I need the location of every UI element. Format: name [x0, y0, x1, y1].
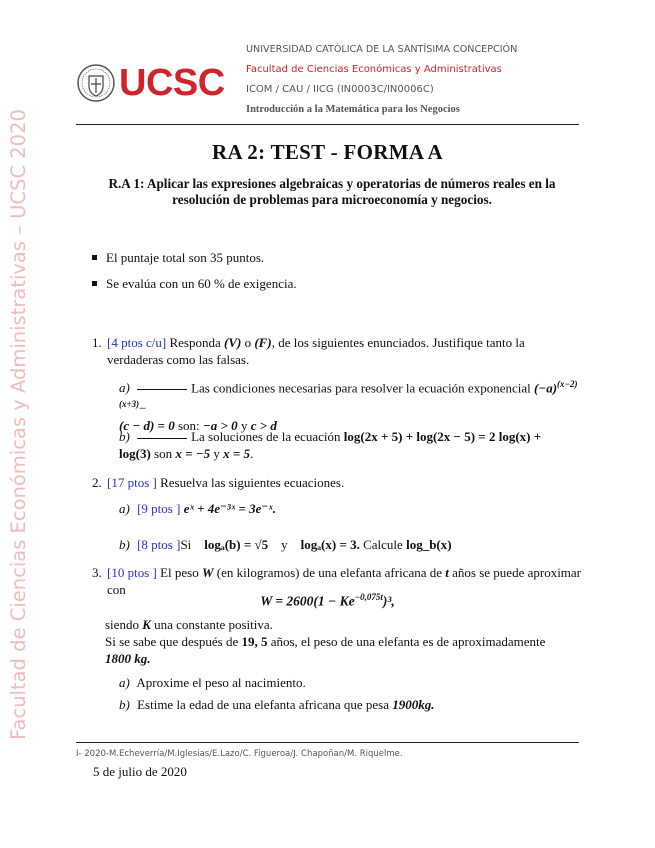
item-label: a) [119, 675, 130, 690]
sidebar-text: Facultad de Ciencias Económicas y Administrativas – UCSC 2020 [6, 108, 30, 740]
item-label: b) [119, 429, 130, 444]
item-text: Las condiciones necesarias para resolver la ecuación exponencial [191, 380, 531, 396]
footer-authors: I- 2020-M.Echeverría/M.Iglesias/E.Lazo/C. Figueroa/J. Chapoñan/M. Riquelme. [76, 749, 403, 759]
or-text: o [244, 335, 252, 350]
sidebar-watermark [0, 0, 36, 848]
item-text: y [281, 537, 288, 552]
bullet-icon [92, 281, 97, 286]
header-divider [76, 124, 579, 125]
false-symbol: (F) [254, 335, 272, 350]
math-expression: x = 5 [223, 446, 251, 461]
math-expression: logₐ(b) = √5 [204, 537, 269, 552]
math-value: 1800 kg. [105, 651, 151, 666]
math-variable: W [201, 565, 214, 580]
math-value: 1900kg. [392, 697, 435, 712]
math-value: 19, 5 [241, 634, 268, 649]
item-label: a) [119, 501, 130, 516]
item-text: Si [180, 537, 192, 552]
item-text: La soluciones de la ecuación [191, 429, 341, 444]
math-expression: log(3) [119, 446, 151, 461]
item-text: Calcule [363, 537, 403, 552]
item-label: b) [119, 697, 130, 712]
question-text: El peso [160, 565, 199, 580]
faculty-name: Facultad de Ciencias Económicas y Administrativas [246, 64, 502, 75]
math-exponent: (x−2)(x+3) [119, 379, 578, 410]
footer-divider [76, 742, 579, 743]
math-expression: eˣ + 4e⁻³ˣ = 3e⁻ˣ. [183, 501, 276, 516]
question-number: 1. [92, 335, 102, 350]
bullet-icon [92, 255, 97, 260]
question-text: años se puede aproximar con [107, 565, 582, 597]
true-symbol: (V) [224, 335, 242, 350]
question-1 [92, 334, 582, 368]
question-1a [119, 376, 584, 434]
question-text: , de los siguientes enunciados. Justifique tanto la verdaderas como las falsas. [107, 335, 525, 367]
formula-end: )³, [382, 593, 395, 609]
math-expression: logₐ(x) = 3. [300, 537, 360, 552]
bullet-text: Se evalúa con un 60 % de exigencia. [106, 276, 297, 291]
item-points: [8 ptos ] [137, 537, 181, 552]
question-points: [10 ptos ] [107, 565, 157, 580]
question-2 [92, 474, 582, 491]
university-name: UNIVERSIDAD CATÓLICA DE LA SANTÍSIMA CONCEPCIÓN [246, 44, 518, 55]
header-text [246, 44, 517, 124]
question-2a [119, 500, 584, 517]
answer-blank[interactable] [137, 389, 187, 390]
item-text: Aproxime el peso al nacimiento. [136, 675, 306, 690]
course-codes: ICOM / CAU / IICG (IN0003C/IN0006C) [246, 84, 434, 95]
question-text: Resuelva las siguientes ecuaciones. [160, 475, 345, 490]
page-title: RA 2: TEST - FORMA A [211, 140, 443, 164]
item-text: son [154, 446, 173, 461]
item-label: b) [119, 537, 130, 552]
list-item [92, 276, 297, 292]
list-item [92, 250, 264, 266]
answer-blank[interactable] [137, 438, 187, 439]
question-text: Responda [169, 335, 221, 350]
math-expression: log_b(x) [406, 537, 452, 552]
question-1b [119, 428, 584, 462]
question-text: una constante positiva. [154, 617, 273, 632]
question-3a [119, 674, 584, 691]
question-3b [119, 696, 584, 713]
question-points: [17 ptos ] [107, 475, 157, 490]
question-points: [4 ptos c/u] [107, 335, 167, 350]
math-expression: c > d [250, 417, 277, 433]
math-operator: − [139, 400, 147, 416]
bullet-text: El puntaje total son 35 puntos. [106, 250, 265, 265]
item-text: son: [177, 417, 200, 433]
item-text: . [250, 446, 254, 461]
question-3-context [105, 616, 583, 667]
question-text: (en kilogramos) de una elefanta africana de [216, 565, 443, 580]
item-text: y [240, 417, 248, 433]
item-points: [9 ptos ] [137, 501, 181, 516]
item-label: a) [119, 380, 130, 396]
question-number: 3. [92, 565, 102, 580]
math-expression: (c − d) = 0 [119, 417, 175, 433]
learning-outcome: R.A 1: Aplicar las expresiones algebraicas y operatorias de números reales en la resolución de problemas para microeconomía y negocios. [108, 176, 556, 207]
math-variable: K [142, 617, 151, 632]
question-text: Si se sabe que después de [105, 634, 239, 649]
weight-formula [0, 592, 655, 610]
math-expression: x = −5 [175, 446, 211, 461]
university-seal-icon [76, 62, 116, 104]
formula-main: W = 2600(1 − Ke [260, 593, 355, 609]
question-2b [119, 536, 584, 553]
item-text: Estime la edad de una elefanta africana que pesa [137, 697, 390, 712]
question-number: 2. [92, 475, 102, 490]
question-text: siendo [105, 617, 139, 632]
math-expression: log(2x + 5) + log(2x − 5) = 2 log(x) + [343, 429, 542, 444]
footer-date: 5 de julio de 2020 [93, 764, 187, 779]
subject-name: Introducción a la Matemática para los Negocios [246, 104, 460, 115]
ucsc-logo: UCSC [119, 62, 225, 104]
math-expression: (−a) [533, 380, 558, 396]
item-text: y [213, 446, 220, 461]
question-text: años, el peso de una elefanta es de aproximadamente [270, 634, 546, 649]
formula-exponent: −0,075t [354, 592, 383, 602]
math-variable: t [445, 565, 449, 580]
math-expression: −a > 0 [202, 417, 238, 433]
